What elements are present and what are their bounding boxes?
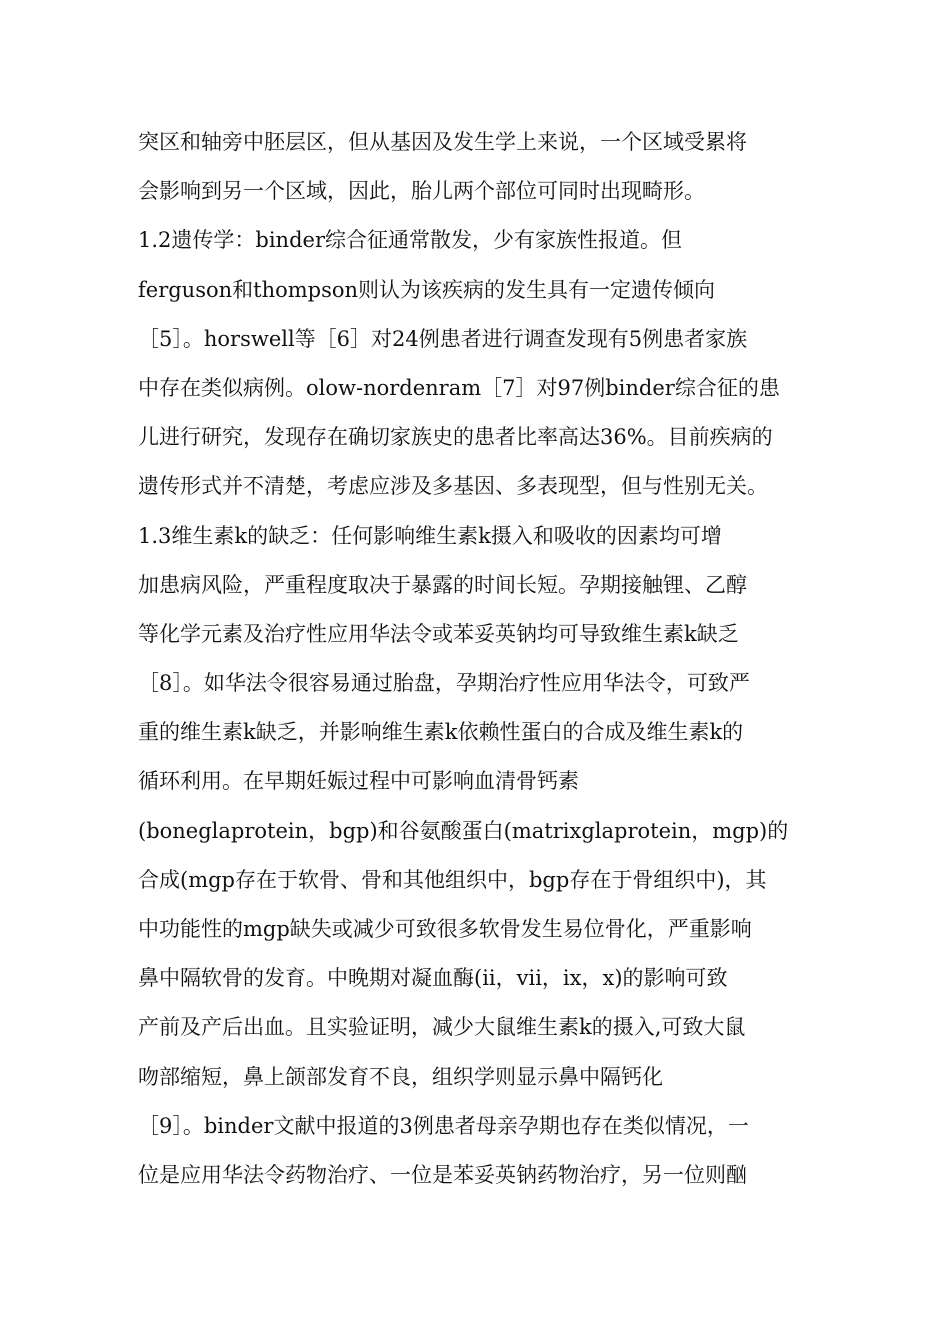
- text-line: 儿进行研究，发现存在确切家族史的患者比率高达36%。目前疾病的: [138, 425, 773, 450]
- text-line: 加患病风险，严重程度取决于暴露的时间长短。孕期接触锂、乙醇: [138, 572, 747, 597]
- text-line: 中存在类似病例。olow-nordenram［7］对97例binder综合征的患: [138, 375, 780, 400]
- text-line: 鼻中隔软骨的发育。中晚期对凝血酶(ii，vii，ix，x)的影响可致: [138, 966, 728, 991]
- text-line: (boneglaprotein，bgp)和谷氨酸蛋白(matrixglaprotein，mgp)的: [138, 818, 789, 843]
- text-line: 中功能性的mgp缺失或减少可致很多软骨发生易位骨化，严重影响: [138, 917, 752, 941]
- body-text: [138, 118, 818, 1200]
- text-line: 重的维生素k缺乏，并影响维生素k依赖性蛋白的合成及维生素k的: [138, 720, 744, 745]
- text-line: 位是应用华法令药物治疗、一位是苯妥英钠药物治疗，另一位则酗: [138, 1162, 747, 1187]
- text-line: 循环利用。在早期妊娠过程中可影响血清骨钙素: [138, 769, 579, 794]
- text-line: 遗传形式并不清楚，考虑应涉及多基因、多表现型，但与性别无关。: [138, 474, 768, 499]
- text-line: ferguson和thompson则认为该疾病的发生具有一定遗传倾向: [138, 277, 716, 302]
- text-line: 突区和轴旁中胚层区，但从基因及发生学上来说，一个区域受累将: [138, 130, 747, 154]
- text-line: ［5］。horswell等［6］对24例患者进行调查发现有5例患者家族: [138, 326, 748, 351]
- text-line: ［9］。binder文献中报道的3例患者母亲孕期也存在类似情况，一: [138, 1113, 749, 1138]
- text-line: ［8］。如华法令很容易通过胎盘，孕期治疗性应用华法令，可致严: [138, 671, 750, 696]
- text-line: 合成(mgp存在于软骨、骨和其他组织中，bgp存在于骨组织中)，其: [138, 867, 767, 892]
- text-line: 产前及产后出血。且实验证明，减少大鼠维生素k的摄入,可致大鼠: [138, 1015, 746, 1040]
- text-line: 会影响到另一个区域，因此，胎儿两个部位可同时出现畸形。: [138, 179, 705, 204]
- text-line: 1.2遗传学：binder综合征通常散发，少有家族性报道。但: [138, 228, 682, 253]
- text-line: 吻部缩短，鼻上颌部发育不良，组织学则显示鼻中隔钙化: [138, 1064, 663, 1089]
- text-line: 等化学元素及治疗性应用华法令或苯妥英钠均可导致维生素k缺乏: [138, 621, 739, 646]
- text-line: 1.3维生素k的缺乏：任何影响维生素k摄入和吸收的因素均可增: [138, 523, 722, 548]
